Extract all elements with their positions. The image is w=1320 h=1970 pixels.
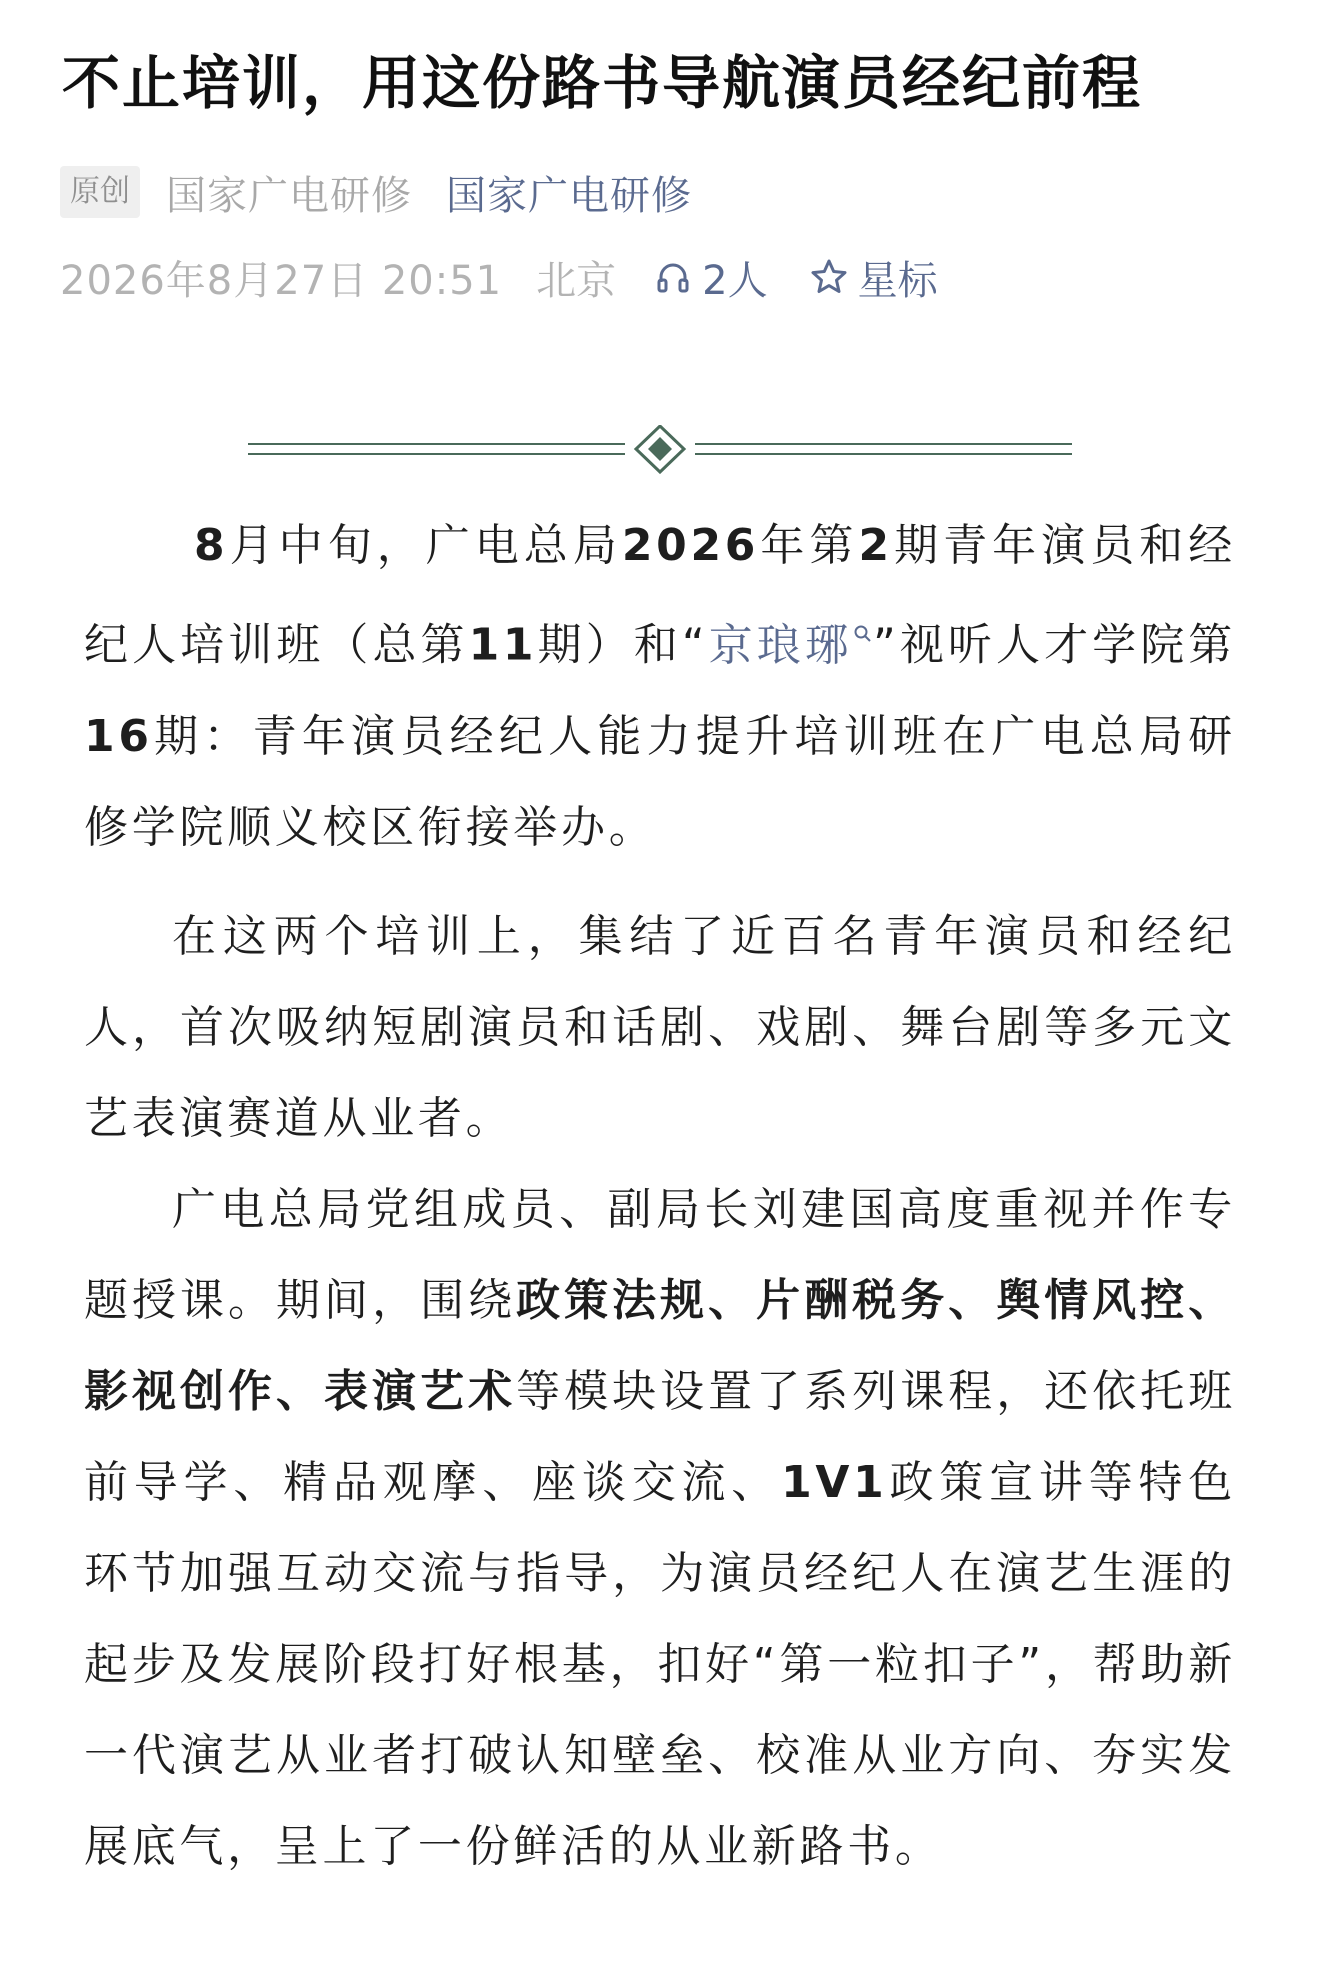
bold-text-run: 政策法规、片酬税务、舆情风控、影视创作、表演艺术 bbox=[84, 1274, 1236, 1417]
star-button[interactable] bbox=[810, 249, 938, 306]
keyword-search-link[interactable] bbox=[708, 620, 873, 671]
listen-button[interactable] bbox=[656, 249, 767, 306]
source-name: 国家广电研修 bbox=[166, 172, 412, 219]
headphones-icon bbox=[656, 260, 690, 294]
publish-location: 北京 bbox=[536, 257, 617, 304]
text-run: 2 bbox=[858, 520, 893, 571]
text-run: 2026 bbox=[621, 520, 760, 571]
text-run: 11 bbox=[468, 619, 538, 671]
text-run: 政策宣讲等特色环节加强互动交流与指导，为演员经纪人在演艺生涯的起步及发展阶段打好根基，扣好“第一粒扣子”，帮助新一代演艺从业者打破认知壁垒、校准从业方向、夯实发展底气，呈上了一份鲜活的从业新路书。 bbox=[84, 1456, 1236, 1872]
star-label: 星标 bbox=[857, 257, 938, 304]
article-meta-info bbox=[60, 250, 938, 304]
text-run: 年第 bbox=[759, 520, 859, 571]
text-run: 月中旬，广电总局 bbox=[228, 520, 622, 571]
paragraph-intro bbox=[84, 500, 1236, 873]
paragraph-participants: 在这两个培训上，集结了近百名青年演员和经纪人，首次吸纳短剧演员和话剧、戏剧、舞台剧等多元文艺表演赛道从业者。 bbox=[84, 910, 1236, 1144]
text-run: 16 bbox=[84, 710, 153, 762]
article-title: 不止培训，用这份路书导航演员经纪前程 bbox=[62, 49, 1143, 117]
original-badge: 原创 bbox=[60, 166, 140, 218]
star-icon bbox=[810, 258, 848, 296]
text-run: 广电总局党组成员、副局长刘建国高度重视并作专题授课。期间，围绕 bbox=[84, 1183, 1236, 1326]
article-meta-source bbox=[60, 166, 692, 218]
text-run: 等模块设置了系列课程，还依托班前导学、精品观摩、座谈交流、 bbox=[84, 1365, 1236, 1508]
keyword-text: 京琅琊 bbox=[708, 619, 853, 671]
text-run: 期：青年演员经纪人能力提升培训班在广电总局研修学院顺义校区衔接举办。 bbox=[84, 710, 1236, 853]
account-name-link[interactable]: 国家广电研修 bbox=[446, 172, 692, 219]
article-body bbox=[84, 500, 1236, 1892]
listen-count: 2人 bbox=[702, 257, 768, 304]
text-run: 期青年演员和经纪人培训班（总第 bbox=[84, 520, 1236, 671]
search-icon bbox=[853, 621, 873, 651]
paragraph-curriculum bbox=[84, 1164, 1236, 1892]
publish-time: 2026年8月27日 20:51 bbox=[60, 257, 503, 304]
text-run: 期）和“ bbox=[537, 619, 709, 671]
text-run: 8 bbox=[194, 520, 229, 571]
ornamental-divider bbox=[0, 425, 1320, 475]
bold-text-run: 1V1 bbox=[781, 1456, 888, 1508]
text-run: ”视听人才学院第 bbox=[872, 619, 1236, 671]
